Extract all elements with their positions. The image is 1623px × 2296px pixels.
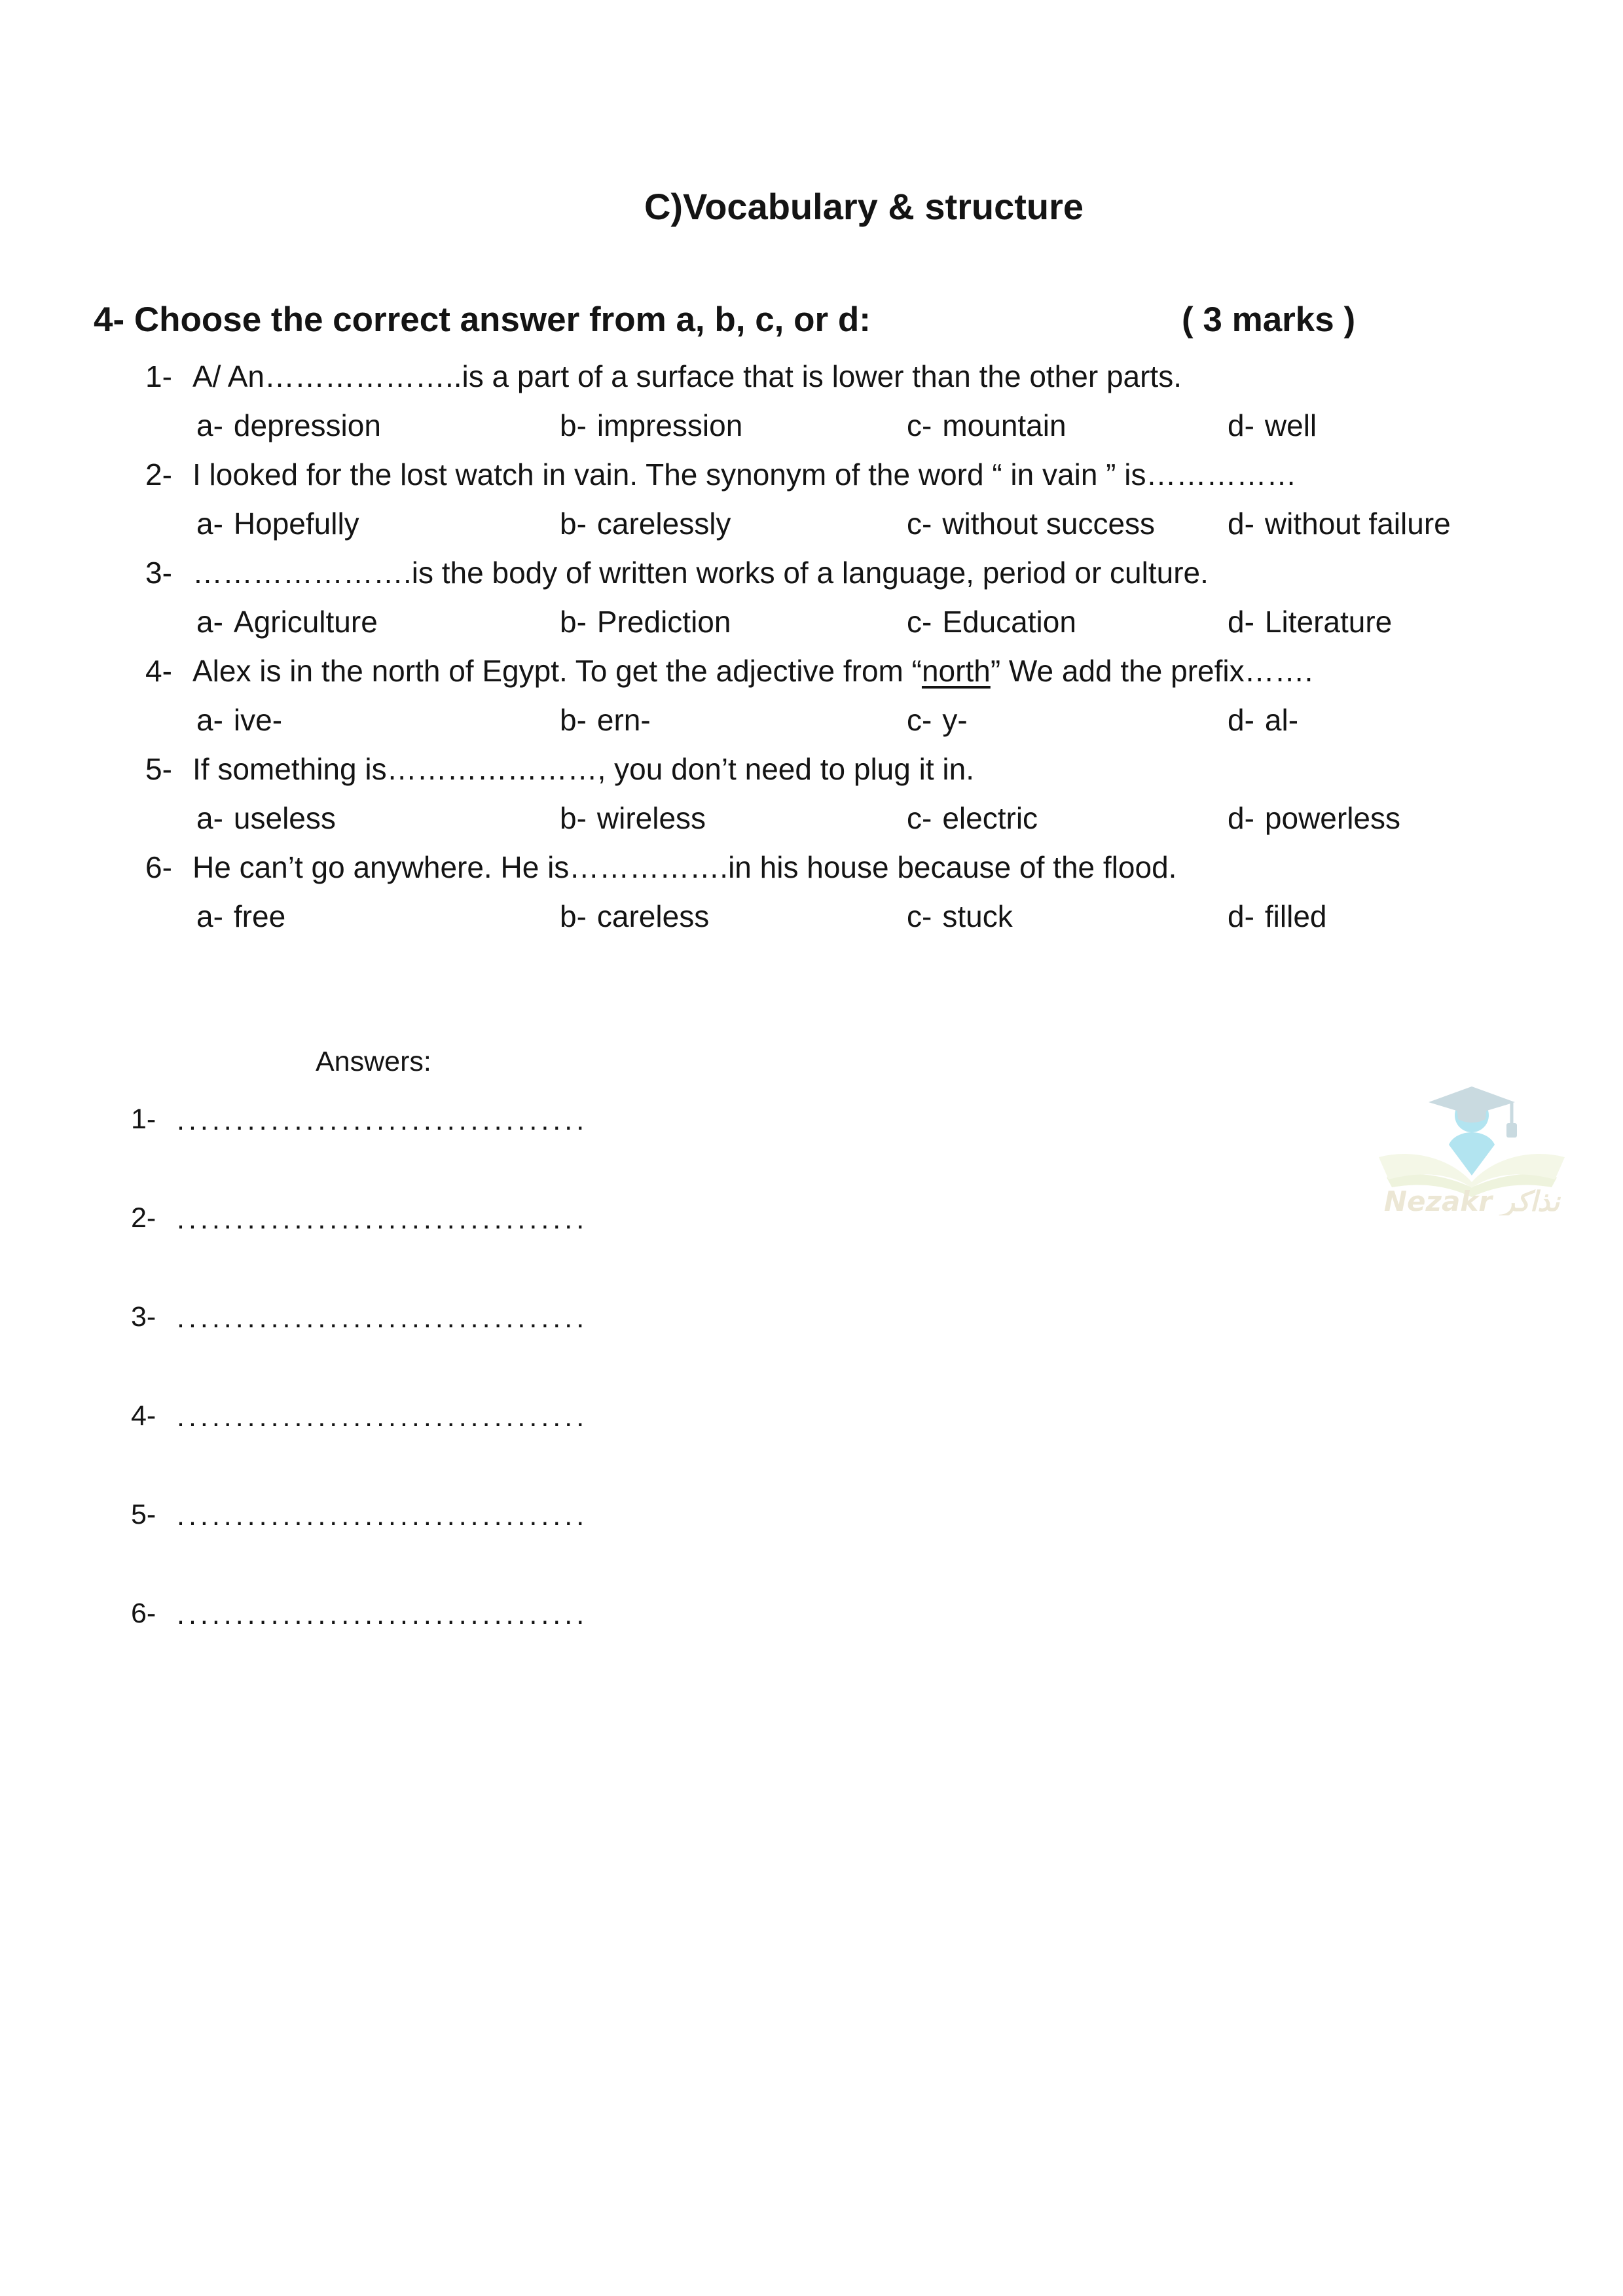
answer-number: 5-: [131, 1499, 156, 1530]
option-a: [196, 800, 560, 836]
option-a: [196, 604, 560, 639]
option-d: [1228, 506, 1597, 541]
question-1: [145, 351, 1597, 450]
question-stem: [145, 351, 1597, 401]
option-label: b-: [560, 702, 587, 737]
option-text: Prediction: [596, 604, 731, 639]
options-row: [145, 891, 1597, 941]
question-group-heading: 4- Choose the correct answer from a, b, c, or d:: [94, 300, 871, 339]
question-number: 1-: [145, 359, 172, 393]
option-text: without failure: [1264, 506, 1451, 541]
option-text: powerless: [1264, 800, 1400, 835]
answers-heading: Answers:: [316, 1046, 431, 1077]
answer-blank: ...................................: [177, 1599, 589, 1630]
question-stem: [145, 548, 1597, 597]
answer-blank: ...................................: [177, 1401, 589, 1433]
watermark-text: Nezakr نذاكر: [1383, 1185, 1560, 1215]
option-b: [560, 604, 907, 639]
option-text: Education: [942, 604, 1076, 639]
option-text: Hopefully: [233, 506, 359, 541]
option-text: useless: [233, 800, 336, 835]
option-text: free: [233, 899, 286, 933]
question-5: [145, 744, 1597, 842]
question-stem: [145, 646, 1597, 695]
section-heading-row: [94, 300, 1597, 340]
option-label: b-: [560, 800, 587, 835]
question-stem: [145, 842, 1597, 891]
answer-number: 6-: [131, 1598, 156, 1629]
option-label: c-: [907, 506, 932, 541]
question-4: [145, 646, 1597, 744]
answer-line-3: [131, 1301, 588, 1400]
question-text: He can’t go anywhere. He is…………….in his house because of the flood.: [192, 850, 1177, 884]
answers-list: [131, 1103, 588, 1696]
option-text: careless: [596, 899, 710, 933]
options-row: [145, 695, 1597, 744]
question-text: A/ An………………..is a part of a surface that is lower than the other parts.: [192, 359, 1182, 393]
stem-post: ” We add the prefix…….: [990, 653, 1313, 688]
option-text: mountain: [942, 408, 1067, 442]
option-d: [1228, 702, 1597, 738]
grad-cap-tassel-end: [1506, 1123, 1517, 1138]
question-6: [145, 842, 1597, 941]
option-text: electric: [942, 800, 1038, 835]
page-title: C)Vocabulary & structure: [644, 186, 1084, 227]
answers-section: [131, 1046, 588, 1696]
option-label: c-: [907, 604, 932, 639]
question-number: 3-: [145, 555, 172, 590]
answer-line-6: [131, 1598, 588, 1696]
option-c: [907, 604, 1228, 639]
option-text: ive-: [233, 702, 283, 737]
option-text: impression: [596, 408, 743, 442]
question-number: 2-: [145, 457, 172, 492]
question-text: ………………….is the body of written works of a language, period or culture.: [192, 555, 1209, 590]
option-label: a-: [196, 702, 223, 737]
answer-number: 2-: [131, 1202, 156, 1234]
option-c: [907, 506, 1228, 541]
option-label: d-: [1228, 800, 1254, 835]
option-text: wireless: [596, 800, 706, 835]
answer-line-4: [131, 1400, 588, 1499]
options-row: [145, 401, 1597, 450]
option-a: [196, 506, 560, 541]
question-3: [145, 548, 1597, 646]
option-d: [1228, 899, 1597, 934]
question-text: I looked for the lost watch in vain. The synonym of the word “ in vain ” is……………: [192, 457, 1297, 492]
question-number: 4-: [145, 653, 172, 688]
option-label: c-: [907, 408, 932, 442]
option-text: al-: [1264, 702, 1299, 737]
question-stem: [145, 450, 1597, 499]
answer-line-1: [131, 1103, 588, 1202]
question-text: [192, 653, 1313, 689]
answer-number: 4-: [131, 1400, 156, 1431]
option-a: [196, 899, 560, 934]
option-text: ern-: [596, 702, 651, 737]
option-label: b-: [560, 604, 587, 639]
option-a: [196, 408, 560, 443]
option-d: [1228, 604, 1597, 639]
option-label: a-: [196, 899, 223, 933]
answer-number: 1-: [131, 1103, 156, 1135]
options-row: [145, 597, 1597, 646]
option-text: Agriculture: [233, 604, 378, 639]
answer-blank: ...................................: [177, 1204, 589, 1235]
option-label: a-: [196, 408, 223, 442]
option-b: [560, 506, 907, 541]
option-c: [907, 702, 1228, 738]
option-b: [560, 800, 907, 836]
option-a: [196, 702, 560, 738]
stem-pre: Alex is in the north of Egypt. To get the adjective from “: [192, 653, 922, 688]
option-label: b-: [560, 899, 587, 933]
option-c: [907, 899, 1228, 934]
answer-line-2: [131, 1202, 588, 1301]
underlined-word: north: [921, 653, 991, 688]
question-2: [145, 450, 1597, 548]
option-label: d-: [1228, 506, 1254, 541]
option-d: [1228, 408, 1597, 443]
option-label: c-: [907, 899, 932, 933]
question-stem: [145, 744, 1597, 793]
option-label: d-: [1228, 899, 1254, 933]
answer-blank: ...................................: [177, 1105, 589, 1136]
option-text: stuck: [942, 899, 1013, 933]
option-b: [560, 408, 907, 443]
options-row: [145, 499, 1597, 548]
questions-list: [145, 351, 1597, 941]
option-text: depression: [233, 408, 381, 442]
question-text: If something is…………………, you don’t need to plug it in.: [192, 751, 974, 786]
option-d: [1228, 800, 1597, 836]
grad-cap-icon: [1429, 1086, 1515, 1115]
option-text: Literature: [1264, 604, 1393, 639]
option-b: [560, 702, 907, 738]
option-c: [907, 408, 1228, 443]
option-label: b-: [560, 408, 587, 442]
option-b: [560, 899, 907, 934]
option-label: d-: [1228, 604, 1254, 639]
answer-blank: ...................................: [177, 1500, 589, 1532]
answer-line-5: [131, 1499, 588, 1598]
option-label: d-: [1228, 408, 1254, 442]
option-text: without success: [942, 506, 1156, 541]
option-label: c-: [907, 800, 932, 835]
option-label: a-: [196, 506, 223, 541]
option-label: a-: [196, 604, 223, 639]
nezakr-watermark: [1374, 1075, 1570, 1215]
options-row: [145, 793, 1597, 842]
option-text: filled: [1264, 899, 1327, 933]
question-number: 6-: [145, 850, 172, 884]
option-text: carelessly: [596, 506, 731, 541]
question-number: 5-: [145, 751, 172, 786]
marks-label: ( 3 marks ): [1182, 300, 1356, 339]
option-label: d-: [1228, 702, 1254, 737]
nezakr-logo: [1374, 1075, 1570, 1215]
answer-blank: ...................................: [177, 1302, 589, 1334]
answer-number: 3-: [131, 1301, 156, 1333]
option-label: b-: [560, 506, 587, 541]
option-label: c-: [907, 702, 932, 737]
option-text: y-: [942, 702, 968, 737]
option-label: a-: [196, 800, 223, 835]
option-text: well: [1264, 408, 1317, 442]
option-c: [907, 800, 1228, 836]
